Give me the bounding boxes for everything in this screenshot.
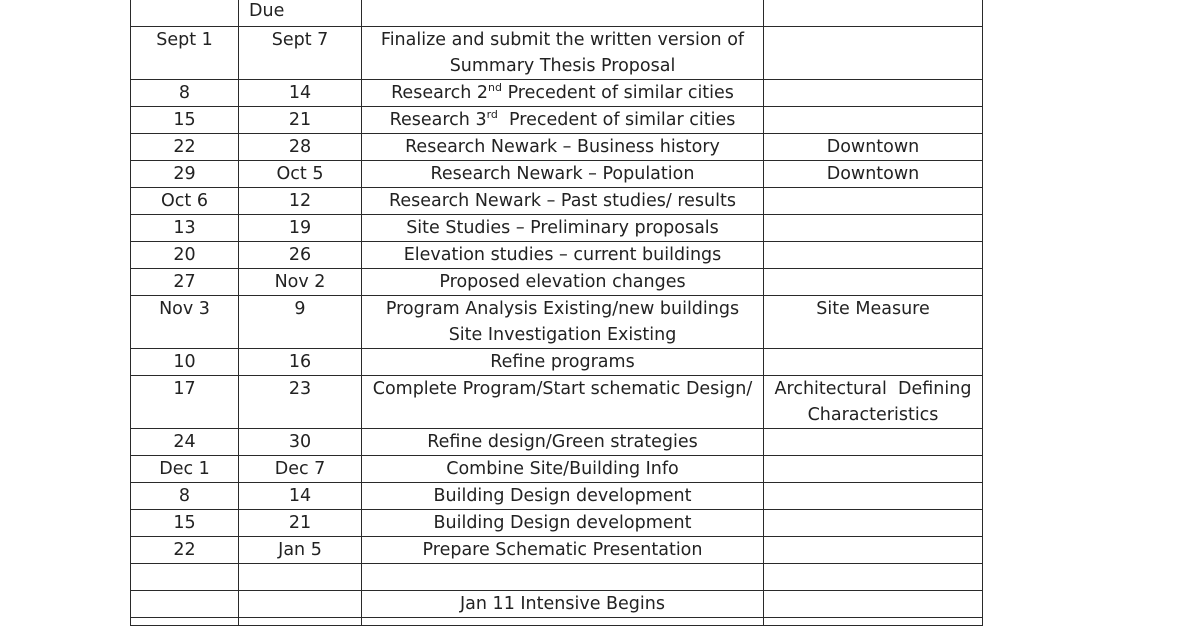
task-cell: Building Design development [362,510,764,537]
note-cell [764,564,983,591]
note-cell [764,537,983,564]
table-row [131,456,983,483]
start-date-cell: 15 [131,107,239,134]
task-line: Program Analysis Existing/new buildings [385,299,740,319]
note-cell [764,107,983,134]
table-row [131,107,983,134]
note-cell [764,510,983,537]
table-row [131,188,983,215]
note-line: Architectural Defining [774,379,972,399]
due-date-cell: 26 [239,242,362,269]
task-cell [362,80,764,107]
ordinal-suffix: rd [486,108,498,122]
note-cell [764,80,983,107]
note-cell [764,349,983,376]
task-cell: Proposed elevation changes [362,269,764,296]
task-cell: Refine design/Green strategies [362,429,764,456]
start-date-cell [131,564,239,591]
note-line: Characteristics [807,405,939,425]
task-cell: Complete Program/Start schematic Design/ [362,376,764,429]
task-header-cell [362,0,764,27]
note-cell [764,27,983,80]
task-text: Precedent of similar cities [497,110,736,130]
due-header-cell: Due [239,0,362,27]
task-cell: Prepare Schematic Presentation [362,537,764,564]
due-date-cell: 9 [239,296,362,349]
due-date-cell: 14 [239,483,362,510]
task-cell: Research Newark – Business history [362,134,764,161]
table-row [131,215,983,242]
due-date-cell: Sept 7 [239,27,362,80]
note-cell [764,429,983,456]
start-date-cell: 8 [131,80,239,107]
note-cell [764,376,983,429]
due-date-cell: Jan 5 [239,537,362,564]
due-date-cell: 30 [239,429,362,456]
start-header-cell [131,0,239,27]
table-row [131,296,983,349]
table-row [131,161,983,188]
due-date-cell: 28 [239,134,362,161]
note-cell [764,618,983,626]
due-date-cell: Nov 2 [239,269,362,296]
task-cell: Site Studies – Preliminary proposals [362,215,764,242]
due-date-cell [239,591,362,618]
due-date-cell: 14 [239,80,362,107]
table-row [131,27,983,80]
note-cell [764,269,983,296]
start-date-cell: Nov 3 [131,296,239,349]
table-row [131,429,983,456]
due-date-cell: 16 [239,349,362,376]
task-cell [362,107,764,134]
start-date-cell: 13 [131,215,239,242]
table-row [131,376,983,429]
table-row [131,591,983,618]
task-cell: Research Newark – Population [362,161,764,188]
table-row [131,510,983,537]
note-cell [764,215,983,242]
note-cell [764,483,983,510]
task-cell [362,618,764,626]
table-row-partial [131,618,983,626]
task-cell: Jan 11 Intensive Begins [362,591,764,618]
start-date-cell: 20 [131,242,239,269]
task-line: Finalize and submit the written version of [380,30,745,50]
task-text: Research 3 [389,110,487,130]
task-line: Summary Thesis Proposal [449,56,676,76]
start-date-cell [131,591,239,618]
table-row [131,483,983,510]
due-date-cell: Oct 5 [239,161,362,188]
due-date-cell: 21 [239,107,362,134]
start-date-cell: 10 [131,349,239,376]
due-date-cell [239,618,362,626]
start-date-cell: 24 [131,429,239,456]
start-date-cell: 8 [131,483,239,510]
start-date-cell: 29 [131,161,239,188]
task-cell [362,296,764,349]
start-date-cell [131,618,239,626]
table-header-row [131,0,983,27]
task-cell: Refine programs [362,349,764,376]
due-date-cell: 12 [239,188,362,215]
table-row [131,537,983,564]
table-row [131,349,983,376]
note-cell [764,188,983,215]
table-row [131,134,983,161]
task-cell: Combine Site/Building Info [362,456,764,483]
start-date-cell: 22 [131,134,239,161]
due-date-cell [239,564,362,591]
table-row [131,242,983,269]
start-date-cell: Sept 1 [131,27,239,80]
ordinal-suffix: nd [488,81,502,95]
thesis-schedule-table [130,0,983,626]
note-cell: Site Measure [764,296,983,349]
note-cell: Downtown [764,161,983,188]
task-cell [362,564,764,591]
task-cell: Research Newark – Past studies/ results [362,188,764,215]
task-text: Research 2 [391,83,489,103]
start-date-cell: 27 [131,269,239,296]
start-date-cell: 15 [131,510,239,537]
note-header-cell [764,0,983,27]
start-date-cell: 17 [131,376,239,429]
note-cell [764,456,983,483]
start-date-cell: 22 [131,537,239,564]
due-date-cell: 23 [239,376,362,429]
due-date-cell: Dec 7 [239,456,362,483]
table-row [131,80,983,107]
start-date-cell: Oct 6 [131,188,239,215]
task-line: Site Investigation Existing [448,325,677,345]
task-cell: Building Design development [362,483,764,510]
table-row [131,269,983,296]
task-cell: Elevation studies – current buildings [362,242,764,269]
due-date-cell: 19 [239,215,362,242]
due-date-cell: 21 [239,510,362,537]
table-row-empty [131,564,983,591]
note-cell [764,591,983,618]
start-date-cell: Dec 1 [131,456,239,483]
task-text: Precedent of similar cities [502,83,734,103]
note-cell: Downtown [764,134,983,161]
task-cell [362,27,764,80]
note-cell [764,242,983,269]
